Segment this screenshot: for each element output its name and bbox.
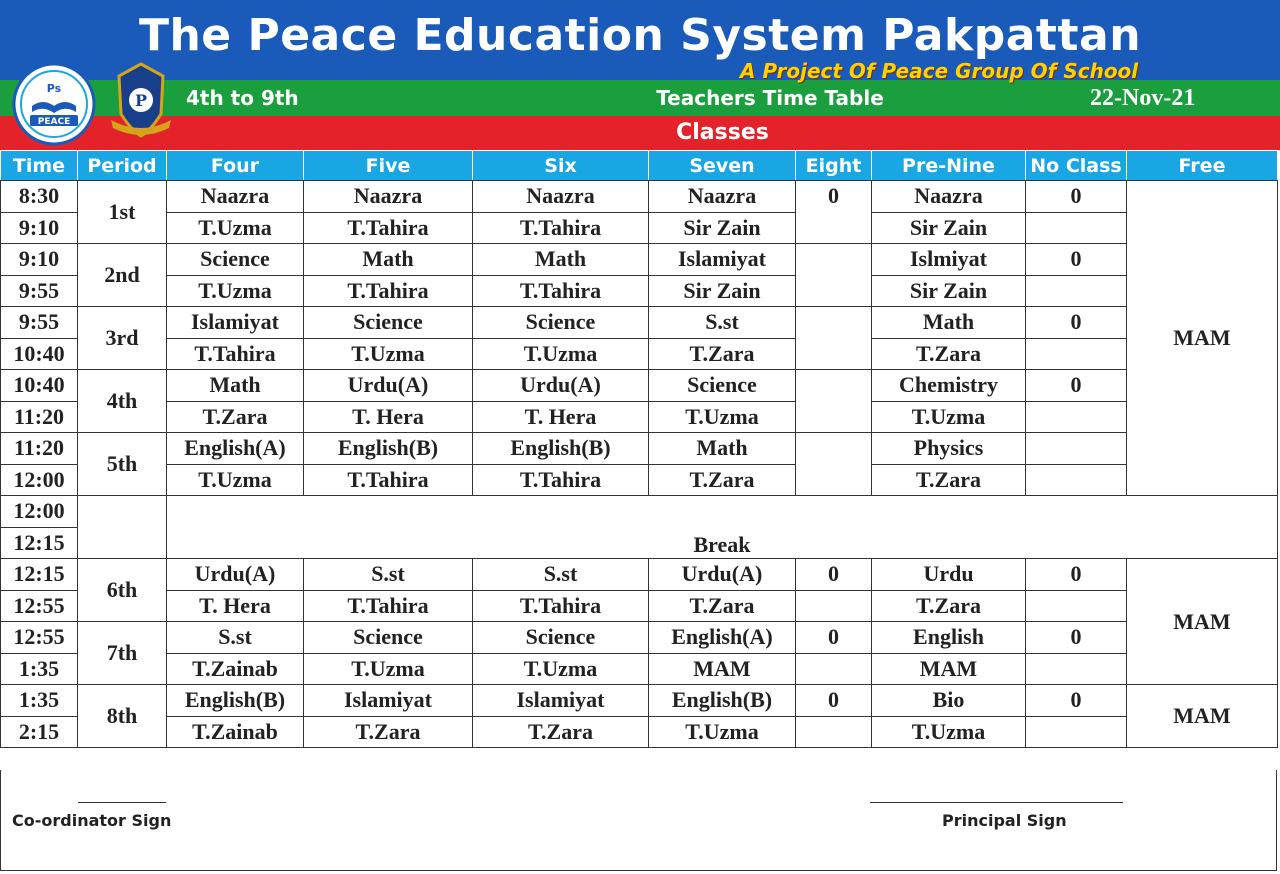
subject-cell: Islamiyat [167, 307, 304, 339]
start-time: 12:15 [1, 559, 78, 591]
col-header-eight: Eight [796, 151, 872, 181]
principal-sign-line [870, 802, 1123, 803]
subject-cell: English(B) [473, 433, 649, 465]
subject-cell: English(B) [304, 433, 473, 465]
start-time: 1:35 [1, 685, 78, 717]
teacher-cell: T.Tahira [304, 275, 473, 307]
subject-cell: S.st [304, 559, 473, 591]
end-time: 1:35 [1, 653, 78, 685]
end-time: 9:55 [1, 275, 78, 307]
period-label: 4th [78, 370, 167, 433]
table-row [1, 212, 1278, 244]
teacher-cell: T.Zara [167, 401, 304, 433]
subject-cell: Islamiyat [649, 244, 796, 276]
subject-cell: Urdu [872, 559, 1026, 591]
header-row [1, 151, 1278, 181]
subject-cell: Science [304, 622, 473, 654]
teacher-cell: T.Zara [872, 590, 1026, 622]
break-period-cell [78, 496, 167, 559]
table-row [1, 653, 1278, 685]
teacher-cell: T.Uzma [473, 338, 649, 370]
teacher-cell: Sir Zain [872, 275, 1026, 307]
peace-logo [8, 62, 100, 146]
end-time: 9:10 [1, 212, 78, 244]
teacher-cell: T.Tahira [473, 464, 649, 496]
start-time: 8:30 [1, 181, 78, 213]
table-row [1, 401, 1278, 433]
period-label: 8th [78, 685, 167, 748]
teacher-cell: T.Zara [649, 464, 796, 496]
subject-cell: English(B) [649, 685, 796, 717]
school-tagline: A Project Of Peace Group Of School [740, 59, 1139, 83]
teacher-cell: T.Uzma [473, 653, 649, 685]
teacher-cell: Sir Zain [649, 275, 796, 307]
subject-cell [796, 244, 872, 307]
col-header-time: Time [1, 151, 78, 181]
subject-cell: 0 [796, 559, 872, 591]
subject-cell [796, 307, 872, 370]
subject-cell: 0 [1026, 559, 1127, 591]
col-header-free: Free [1127, 151, 1278, 181]
crest-letter: P [134, 91, 148, 110]
subject-cell: Naazra [872, 181, 1026, 213]
teacher-cell: T.Uzma [304, 653, 473, 685]
period-label: 7th [78, 622, 167, 685]
col-header-pre-nine: Pre-Nine [872, 151, 1026, 181]
end-time: 11:20 [1, 401, 78, 433]
teacher-cell [1026, 401, 1127, 433]
subject-cell: Naazra [304, 181, 473, 213]
end-time: 12:00 [1, 464, 78, 496]
table-row [1, 181, 1278, 213]
subject-cell: Science [649, 370, 796, 402]
subject-cell: Islmiyat [872, 244, 1026, 276]
table-row [1, 244, 1278, 276]
subject-cell: Science [473, 622, 649, 654]
start-time: 9:55 [1, 307, 78, 339]
teacher-cell: T.Tahira [473, 275, 649, 307]
table-row [1, 370, 1278, 402]
col-header-four: Four [167, 151, 304, 181]
teacher-cell: T.Tahira [167, 338, 304, 370]
logo-initials: Ps [46, 82, 62, 95]
col-header-no-class: No Class [1026, 151, 1127, 181]
table-row [1, 685, 1278, 717]
subject-cell: 0 [1026, 181, 1127, 213]
subject-cell: English [872, 622, 1026, 654]
table-row [1, 464, 1278, 496]
teacher-cell [1026, 275, 1127, 307]
subject-cell: English(A) [649, 622, 796, 654]
subject-cell: Math [473, 244, 649, 276]
subject-cell: 0 [1026, 622, 1127, 654]
teacher-cell: MAM [649, 653, 796, 685]
teacher-cell: T.Uzma [167, 464, 304, 496]
break-end-time: 12:15 [1, 527, 78, 559]
teacher-cell [1026, 590, 1127, 622]
logo-text: PEACE [37, 117, 71, 127]
col-header-seven: Seven [649, 151, 796, 181]
subject-cell: 0 [796, 181, 872, 244]
teacher-cell: T.Uzma [872, 401, 1026, 433]
subject-cell: Naazra [473, 181, 649, 213]
teacher-cell: T.Uzma [167, 212, 304, 244]
subject-cell: Naazra [649, 181, 796, 213]
period-label: 5th [78, 433, 167, 496]
period-label: 3rd [78, 307, 167, 370]
table-row [1, 433, 1278, 465]
signature-area [0, 770, 1277, 871]
table-row [1, 590, 1278, 622]
subject-cell: Science [473, 307, 649, 339]
break-label: Break [167, 496, 1278, 559]
free-cell: MAM [1127, 181, 1278, 496]
subject-cell: Islamiyat [473, 685, 649, 717]
subject-cell: 0 [1026, 307, 1127, 339]
coordinator-sign-line [78, 802, 166, 803]
period-label: 6th [78, 559, 167, 622]
subject-cell: 0 [1026, 370, 1127, 402]
subject-cell: 0 [1026, 685, 1127, 717]
subject-cell: Chemistry [872, 370, 1026, 402]
col-header-five: Five [304, 151, 473, 181]
period-label: 1st [78, 181, 167, 244]
teacher-cell [796, 653, 872, 685]
table-row [1, 275, 1278, 307]
teacher-cell: T.Zara [304, 716, 473, 748]
teacher-cell: T.Tahira [473, 212, 649, 244]
teacher-cell [796, 716, 872, 748]
subject-cell: 0 [1026, 244, 1127, 276]
teacher-cell [1026, 653, 1127, 685]
subject-cell: Urdu(A) [649, 559, 796, 591]
subject-cell: Math [649, 433, 796, 465]
teacher-cell: T.Zara [649, 338, 796, 370]
subject-cell: 0 [796, 622, 872, 654]
subject-cell: English(B) [167, 685, 304, 717]
section-label: Classes [676, 120, 769, 145]
teacher-cell: T.Uzma [872, 716, 1026, 748]
subject-cell: Science [304, 307, 473, 339]
teacher-cell: T.Zara [649, 590, 796, 622]
period-label: 2nd [78, 244, 167, 307]
teacher-cell [1026, 716, 1127, 748]
col-header-six: Six [473, 151, 649, 181]
timetable-date: 22-Nov-21 [1090, 85, 1196, 111]
subject-cell: Math [872, 307, 1026, 339]
coordinator-sign-label: Co-ordinator Sign [12, 811, 172, 830]
teacher-cell [1026, 464, 1127, 496]
teacher-cell: T.Uzma [304, 338, 473, 370]
subject-cell: Math [167, 370, 304, 402]
subject-cell: Urdu(A) [473, 370, 649, 402]
teacher-cell [1026, 212, 1127, 244]
subject-cell: English(A) [167, 433, 304, 465]
teacher-cell: T. Hera [304, 401, 473, 433]
subject-cell: Bio [872, 685, 1026, 717]
table-row [1, 338, 1278, 370]
teacher-cell: T. Hera [167, 590, 304, 622]
subject-cell: Math [304, 244, 473, 276]
teacher-cell: T.Tahira [473, 590, 649, 622]
end-time: 2:15 [1, 716, 78, 748]
teacher-cell: T.Zainab [167, 716, 304, 748]
teacher-cell [796, 590, 872, 622]
subject-cell [1026, 433, 1127, 465]
subject-cell: Urdu(A) [304, 370, 473, 402]
break-start-time: 12:00 [1, 496, 78, 528]
teacher-cell: T.Tahira [304, 464, 473, 496]
timetable [0, 150, 1278, 748]
teacher-cell: MAM [872, 653, 1026, 685]
subject-cell [796, 433, 872, 496]
table-row [1, 559, 1278, 591]
school-title: The Peace Education System Pakpattan [138, 10, 1142, 61]
grades-label: 4th to 9th [186, 86, 299, 110]
break-row [1, 496, 1278, 528]
teacher-cell: T.Uzma [167, 275, 304, 307]
subject-cell: S.st [167, 622, 304, 654]
subject-cell: Urdu(A) [167, 559, 304, 591]
crest-logo [103, 60, 179, 142]
teacher-cell: T.Tahira [304, 590, 473, 622]
subject-cell: S.st [649, 307, 796, 339]
table-row [1, 716, 1278, 748]
subject-cell: Science [167, 244, 304, 276]
teacher-cell [1026, 338, 1127, 370]
teacher-cell: T.Uzma [649, 716, 796, 748]
teacher-cell: T.Uzma [649, 401, 796, 433]
col-header-period: Period [78, 151, 167, 181]
subject-cell: S.st [473, 559, 649, 591]
teacher-cell: T.Tahira [304, 212, 473, 244]
teacher-cell: T.Zainab [167, 653, 304, 685]
table-row [1, 307, 1278, 339]
subject-cell: Islamiyat [304, 685, 473, 717]
subject-cell [796, 370, 872, 433]
principal-sign-label: Principal Sign [942, 811, 1067, 830]
teacher-cell: T.Zara [473, 716, 649, 748]
subject-cell: Physics [872, 433, 1026, 465]
start-time: 11:20 [1, 433, 78, 465]
table-row [1, 622, 1278, 654]
timetable-title: Teachers Time Table [656, 86, 884, 110]
free-cell: MAM [1127, 685, 1278, 748]
free-cell: MAM [1127, 559, 1278, 685]
start-time: 9:10 [1, 244, 78, 276]
teacher-cell: T.Zara [872, 338, 1026, 370]
end-time: 12:55 [1, 590, 78, 622]
subject-cell: Naazra [167, 181, 304, 213]
teacher-cell: T.Zara [872, 464, 1026, 496]
teacher-cell: T. Hera [473, 401, 649, 433]
end-time: 10:40 [1, 338, 78, 370]
start-time: 12:55 [1, 622, 78, 654]
subject-cell: 0 [796, 685, 872, 717]
teacher-cell: Sir Zain [649, 212, 796, 244]
teacher-cell: Sir Zain [872, 212, 1026, 244]
start-time: 10:40 [1, 370, 78, 402]
